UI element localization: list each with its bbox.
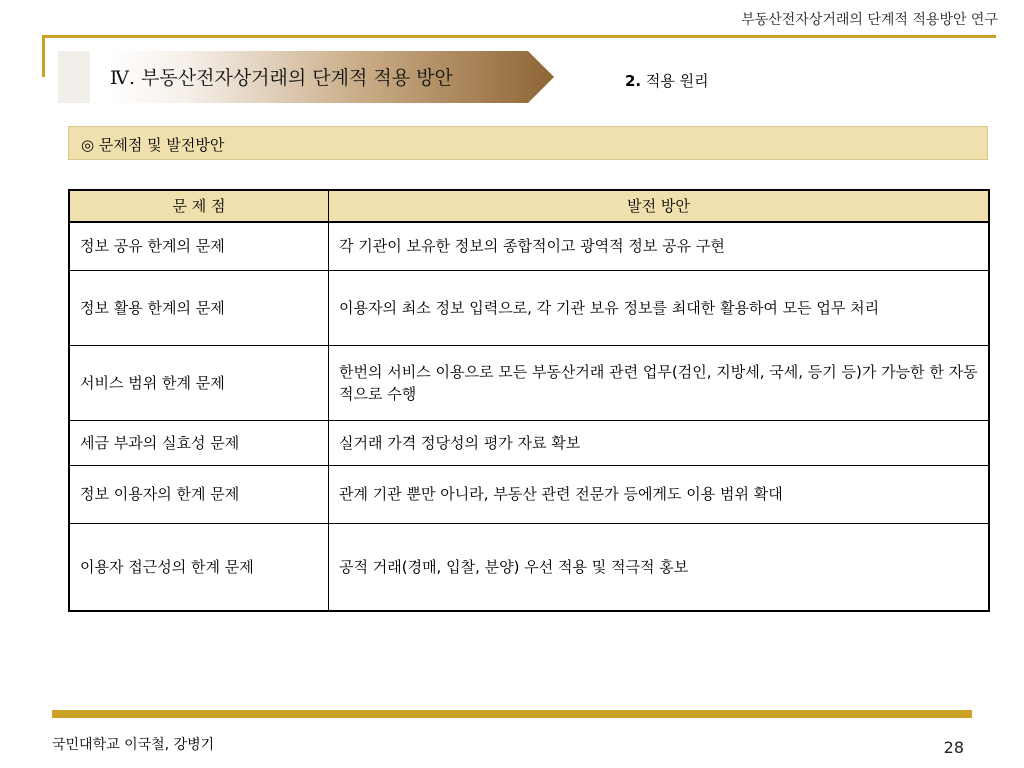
- problem-cell: 정보 이용자의 한계 문제: [69, 465, 329, 523]
- problem-cell: 세금 부과의 실효성 문제: [69, 420, 329, 465]
- left-accent: [42, 35, 45, 77]
- table-row: [69, 345, 989, 420]
- page-number: 28: [943, 738, 964, 757]
- solution-cell: 실거래 가격 정당성의 평가 자료 확보: [329, 420, 990, 465]
- title-block: [58, 51, 90, 103]
- table-row: [69, 420, 989, 465]
- solution-cell: 각 기관이 보유한 정보의 종합적이고 광역적 정보 공유 구현: [329, 222, 990, 270]
- table-header-row: [69, 190, 989, 222]
- footer-rule: [52, 710, 972, 718]
- table-row: [69, 523, 989, 611]
- header-problem: 문 제 점: [69, 190, 329, 222]
- solution-cell: 한번의 서비스 이용으로 모든 부동산거래 관련 업무(검인, 지방세, 국세, 등기 등)가 가능한 한 자동적으로 수행: [329, 345, 990, 420]
- solution-cell: 공적 거래(경매, 입찰, 분양) 우선 적용 및 적극적 홍보: [329, 523, 990, 611]
- table-row: [69, 270, 989, 345]
- problem-cell: 서비스 범위 한계 문제: [69, 345, 329, 420]
- running-header: 부동산전자상거래의 단계적 적용방안 연구: [741, 12, 998, 28]
- heading-bar: [68, 126, 988, 160]
- table-row: [69, 222, 989, 270]
- solution-cell: 이용자의 최소 정보 입력으로, 각 기관 보유 정보를 최대한 활용하여 모든 업무 처리: [329, 270, 990, 345]
- sub-title-number: 2.: [625, 72, 642, 90]
- problem-cell: 이용자 접근성의 한계 문제: [69, 523, 329, 611]
- issues-table: [68, 189, 990, 612]
- table-row: [69, 465, 989, 523]
- section-title: Ⅳ. 부동산전자상거래의 단계적 적용 방안: [110, 67, 453, 89]
- problem-cell: 정보 공유 한계의 문제: [69, 222, 329, 270]
- header-solution: 발전 방안: [329, 190, 990, 222]
- solution-cell: 관계 기관 뿐만 아니라, 부동산 관련 전문가 등에게도 이용 범위 확대: [329, 465, 990, 523]
- sub-title: [625, 70, 709, 91]
- footer-authors: 국민대학교 이국철, 강병기: [52, 737, 215, 753]
- problem-cell: 정보 활용 한계의 문제: [69, 270, 329, 345]
- sub-title-text: 적용 원리: [645, 72, 709, 90]
- heading-text: ◎ 문제점 및 발전방안: [81, 136, 225, 154]
- top-rule: [42, 35, 996, 38]
